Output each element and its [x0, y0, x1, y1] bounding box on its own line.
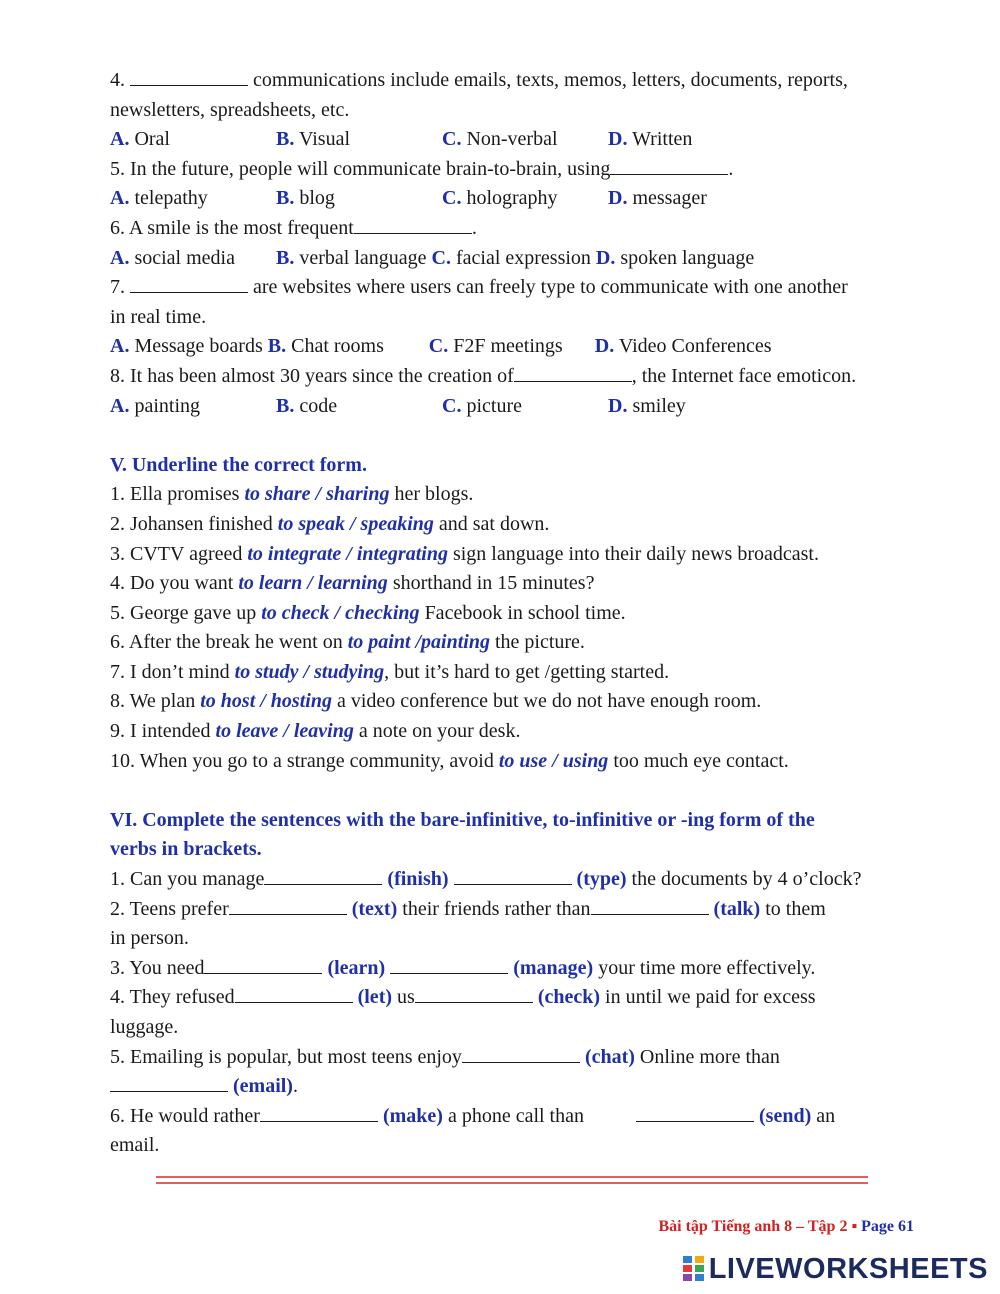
list-item: 5. George gave up to check / checking Facebook in school time.	[110, 601, 626, 624]
liveworksheets-logo: LIVEWORKSHEETS	[683, 1252, 988, 1286]
sentence-6: 6. He would rather (make) a phone call than (send) an	[110, 1104, 836, 1127]
answer-choice[interactable]: to study / studying	[234, 660, 385, 683]
sentence-6-cont: email.	[110, 1134, 160, 1157]
list-item: 3. CVTV agreed to integrate / integrating sign language into their daily news broadcast.	[110, 542, 819, 565]
list-item: 2. Johansen finished to speak / speaking and sat down.	[110, 512, 550, 535]
section-5-heading: V. Underline the correct form.	[110, 453, 367, 476]
option-d[interactable]: D. Video Conferences	[594, 335, 772, 358]
answer-choice[interactable]: to learn / learning	[238, 572, 388, 595]
page-footer: Bài tập Tiếng anh 8 – Tập 2 ▪ Page 61	[658, 1218, 914, 1235]
option-b[interactable]: B. Chat rooms	[267, 335, 384, 358]
section-5-items	[110, 480, 910, 776]
option-a[interactable]: A. telepathy	[110, 187, 208, 210]
list-item: 1. Ella promises to share / sharing her blogs.	[110, 483, 474, 506]
option-a[interactable]: A. social media	[110, 246, 235, 269]
answer-blank[interactable]	[354, 215, 472, 234]
option-c[interactable]: C. holography	[442, 187, 558, 210]
option-d[interactable]: D. spoken language	[595, 246, 755, 269]
question-7: 7. are websites where users can freely type to communicate with one another	[110, 276, 848, 299]
answer-blank[interactable]	[229, 896, 347, 915]
question-6: 6. A smile is the most frequent .	[110, 216, 477, 239]
answer-blank[interactable]	[130, 274, 248, 293]
option-a[interactable]: A. Message boards	[110, 335, 263, 358]
answer-choice[interactable]: to use / using	[498, 749, 609, 772]
option-a[interactable]: A. painting	[110, 394, 200, 417]
question-7-cont: in real time.	[110, 305, 207, 328]
worksheet-page	[110, 66, 910, 1161]
answer-choice[interactable]: to paint /painting	[347, 631, 490, 654]
option-b[interactable]: B. code	[276, 394, 338, 417]
answer-blank[interactable]	[514, 363, 632, 382]
sentence-1: 1. Can you manage (finish) (type) the documents by 4 o’clock?	[110, 868, 862, 891]
sentence-2-cont: in person.	[110, 927, 189, 950]
list-item: 10. When you go to a strange community, avoid to use / using too much eye contact.	[110, 749, 789, 772]
answer-blank[interactable]	[462, 1044, 580, 1063]
question-6-options	[110, 244, 910, 274]
answer-choice[interactable]: to integrate / integrating	[247, 542, 448, 565]
list-item: 7. I don’t mind to study / studying, but it’s hard to get /getting started.	[110, 660, 670, 683]
answer-blank[interactable]	[390, 955, 508, 974]
sentence-5-cont: (email).	[110, 1072, 910, 1102]
answer-choice[interactable]: to host / hosting	[200, 690, 332, 713]
answer-blank[interactable]	[260, 1103, 378, 1122]
question-4: 4. communications include emails, texts, memos, letters, documents, reports,	[110, 69, 848, 91]
answer-choice[interactable]: to check / checking	[261, 601, 420, 624]
section-6-heading: VI. Complete the sentences with the bare-infinitive, to-infinitive or -ing form of the	[110, 808, 815, 831]
sentence-5: 5. Emailing is popular, but most teens enjoy (chat) Online more than	[110, 1045, 780, 1068]
list-item: 8. We plan to host / hosting a video conference but we do not have enough room.	[110, 690, 762, 713]
answer-blank[interactable]	[204, 955, 322, 974]
answer-blank[interactable]	[110, 1073, 228, 1092]
list-item: 6. After the break he went on to paint /painting the picture.	[110, 631, 585, 654]
sentence-4-cont: luggage.	[110, 1016, 179, 1038]
list-item: 9. I intended to leave / leaving a note on your desk.	[110, 720, 521, 743]
list-item: 4. Do you want to learn / learning shorthand in 15 minutes?	[110, 572, 595, 595]
option-b[interactable]: B. blog	[276, 187, 335, 210]
answer-blank[interactable]	[636, 1103, 754, 1122]
question-8: 8. It has been almost 30 years since the creation of , the Internet face emoticon.	[110, 364, 857, 387]
option-c[interactable]: C. Non-verbal	[442, 128, 558, 151]
option-a[interactable]: A. Oral	[110, 128, 170, 151]
question-7-options	[110, 332, 910, 362]
option-c[interactable]: C. picture	[442, 394, 522, 417]
sentence-3: 3. You need (learn) (manage) your time more effectively.	[110, 956, 816, 979]
option-c[interactable]: C. F2F meetings	[428, 335, 563, 358]
question-4-options	[110, 125, 910, 155]
answer-choice[interactable]: to speak / speaking	[277, 512, 434, 535]
option-d[interactable]: D. smiley	[608, 394, 686, 417]
question-5-options	[110, 184, 910, 214]
question-4-cont: newsletters, spreadsheets, etc.	[110, 98, 350, 121]
option-b[interactable]: B. verbal language	[276, 246, 427, 269]
answer-blank[interactable]	[610, 156, 728, 175]
answer-blank[interactable]	[130, 67, 248, 86]
answer-blank[interactable]	[235, 984, 353, 1003]
option-c[interactable]: C. facial expression	[431, 246, 591, 269]
question-5: 5. In the future, people will communicate brain-to-brain, using .	[110, 157, 734, 180]
option-d[interactable]: D. Written	[608, 128, 693, 151]
answer-blank[interactable]	[591, 896, 709, 915]
option-d[interactable]: D. messager	[608, 187, 707, 210]
liveworksheets-logo-icon	[683, 1256, 705, 1282]
answer-blank[interactable]	[264, 866, 382, 885]
section-6-heading-cont: verbs in brackets.	[110, 838, 262, 861]
answer-choice[interactable]: to leave / leaving	[215, 720, 354, 743]
answer-blank[interactable]	[415, 984, 533, 1003]
divider	[156, 1176, 868, 1184]
question-8-options	[110, 392, 910, 422]
option-b[interactable]: B. Visual	[276, 128, 350, 151]
answer-choice[interactable]: to share / sharing	[244, 483, 390, 506]
answer-blank[interactable]	[454, 866, 572, 885]
sentence-4: 4. They refused (let) us (check) in until we paid for excess	[110, 986, 816, 1009]
sentence-2: 2. Teens prefer (text) their friends rather than (talk) to them	[110, 897, 826, 920]
